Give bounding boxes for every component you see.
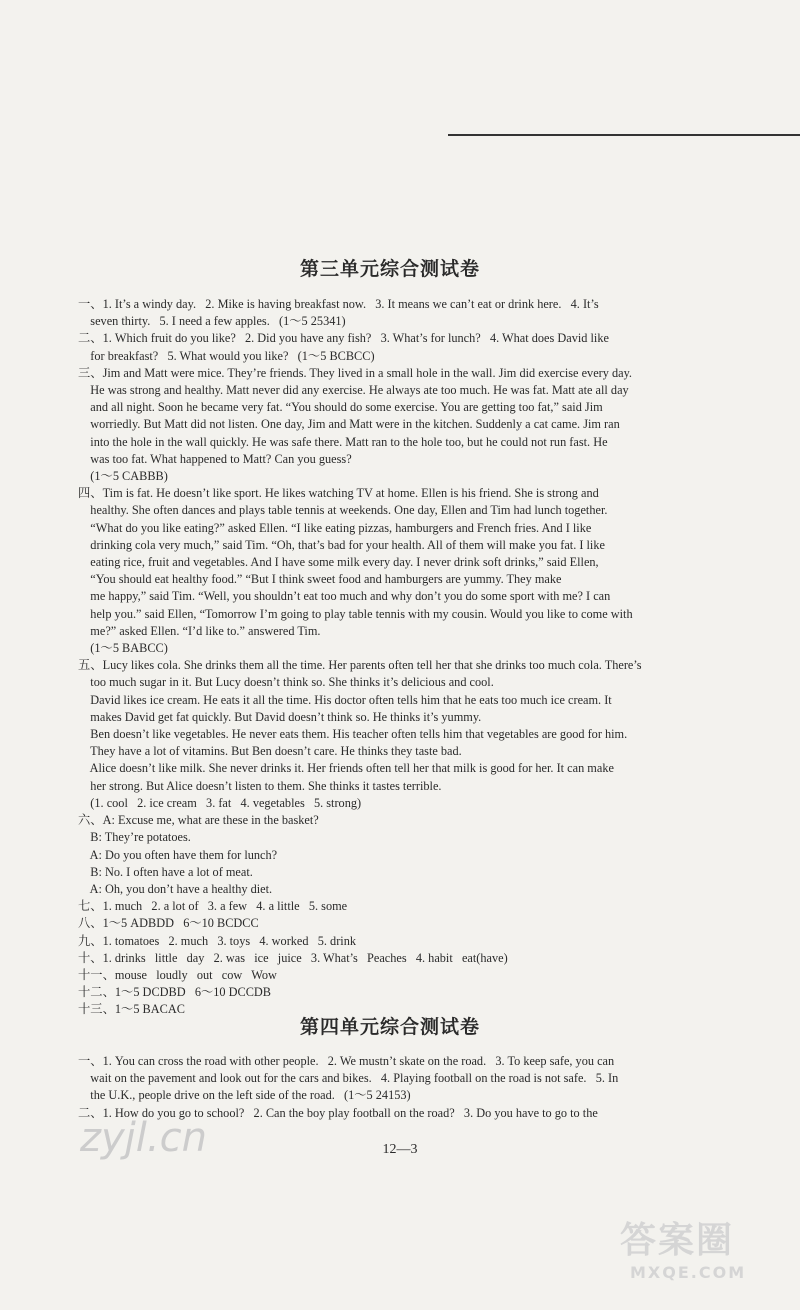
unit4-answers bbox=[78, 1053, 718, 1122]
unit3-answer-line: “What do you like eating?” asked Ellen. “I like eating pizzas, hamburgers and French fries. And I like bbox=[78, 520, 592, 535]
unit3-answer-line: (1～5 CABBB) bbox=[78, 469, 168, 484]
unit3-answer-line: seven thirty. 5. I need a few apples. (1～5 25341) bbox=[78, 314, 346, 329]
unit3-answer-line: healthy. She often dances and plays table tennis at weekends. One day, Ellen and Tim had lunch together. bbox=[78, 503, 608, 518]
unit3-answer-line: and all night. Soon he became very fat. “You should do some exercise. You are getting too fat,” said Jim bbox=[78, 400, 603, 415]
unit4-title: 第四单元综合测试卷 bbox=[299, 1017, 480, 1038]
unit3-answer-line: (1～5 BABCC) bbox=[78, 641, 168, 656]
unit3-answer-line: David likes ice cream. He eats it all the time. His doctor often tells him that he eats too much ice cream. It bbox=[78, 692, 612, 707]
handwritten-watermark: zyjl.cn bbox=[80, 1115, 207, 1161]
unit3-answer-line: 八、1～5 ADBDD 6～10 BCDCC bbox=[78, 916, 259, 931]
unit3-answer-line: 九、1. tomatoes 2. much 3. toys 4. worked 5. drink bbox=[78, 933, 357, 948]
unit3-answer-line: 一、1. It’s a windy day. 2. Mike is having breakfast now. 3. It means we can’t eat or drink here. 4. It’s bbox=[78, 297, 599, 311]
unit3-title: 第三单元综合测试卷 bbox=[299, 259, 480, 280]
unit3-answer-line: They have a lot of vitamins. But Ben doesn’t care. He thinks they taste bad. bbox=[78, 744, 462, 759]
unit3-answer-line: Alice doesn’t like milk. She never drinks it. Her friends often tell her that milk is good for her. It can make bbox=[78, 761, 614, 776]
unit3-answer-line: 五、Lucy likes cola. She drinks them all the time. Her parents often tell her that she drinks too much cola. There’s bbox=[78, 658, 642, 673]
unit3-answer-line: 七、1. much 2. a lot of 3. a few 4. a little 5. some bbox=[78, 899, 348, 914]
watermark-logo: 答案圈 MXQE.COM bbox=[620, 1220, 747, 1282]
unit3-answer-line: 十二、1～5 DCDBD 6～10 DCCDB bbox=[78, 985, 272, 1000]
unit3-answer-line: for breakfast? 5. What would you like? (1～5 BCBCC) bbox=[78, 348, 375, 363]
unit3-answer-line: 四、Tim is fat. He doesn’t like sport. He likes watching TV at home. Ellen is his friend. She is strong and bbox=[78, 486, 599, 501]
unit3-answer-line: (1. cool 2. ice cream 3. fat 4. vegetables 5. strong) bbox=[78, 795, 362, 810]
unit3-answer-line: A: Oh, you don’t have a healthy diet. bbox=[78, 881, 273, 896]
unit3-answer-line: Ben doesn’t like vegetables. He never eats them. His teacher often tells him that vegetables are good for him. bbox=[78, 727, 628, 742]
unit3-answer-line: help you.” said Ellen, “Tomorrow I’m going to play table tennis with my cousin. Would you like to come with bbox=[78, 606, 633, 621]
unit3-answer-line: was too fat. What happened to Matt? Can you guess? bbox=[78, 451, 352, 466]
unit3-answer-line: makes David get fat quickly. But David doesn’t think so. He thinks it’s yummy. bbox=[78, 709, 482, 724]
unit3-answer-line: 十三、1～5 BACAC bbox=[78, 1002, 185, 1017]
unit3-answer-line: 二、1. Which fruit do you like? 2. Did you have any fish? 3. What’s for lunch? 4. What does David like bbox=[78, 331, 609, 346]
unit3-answers bbox=[78, 296, 718, 1019]
unit4-answer-line: 一、1. You can cross the road with other people. 2. We mustn’t skate on the road. 3. To keep safe, you can bbox=[78, 1054, 615, 1068]
unit3-answer-line: eating rice, fruit and vegetables. And I have some milk every day. I never drink soft drinks,” said Ellen, bbox=[78, 555, 599, 570]
unit4-answer-line: wait on the pavement and look out for the cars and bikes. 4. Playing football on the road is not safe. 5. In bbox=[78, 1071, 619, 1086]
top-rule bbox=[448, 134, 800, 136]
unit3-answer-line: B: They’re potatoes. bbox=[78, 830, 191, 845]
unit3-answer-line: 六、A: Excuse me, what are these in the basket? bbox=[78, 813, 319, 828]
unit3-answer-line: into the hole in the wall quickly. He was safe there. Matt ran to the hole too, but he could not run fast. He bbox=[78, 434, 608, 449]
unit3-answer-line: 十、1. drinks little day 2. was ice juice 3. What’s Peaches 4. habit eat(have) bbox=[78, 950, 508, 965]
unit4-answer-line: the U.K., people drive on the left side of the road. (1～5 24153) bbox=[78, 1088, 411, 1103]
unit4-answer-line: 二、1. How do you go to school? 2. Can the boy play football on the road? 3. Do you have to go to the bbox=[78, 1105, 598, 1120]
unit3-answer-line: 三、Jim and Matt were mice. They’re friends. They lived in a small hole in the wall. Jim did exercise every day. bbox=[78, 365, 632, 380]
unit3-answer-line: B: No. I often have a lot of meat. bbox=[78, 864, 253, 879]
unit3-answer-line: too much sugar in it. But Lucy doesn’t think so. She thinks it’s delicious and cool. bbox=[78, 675, 494, 690]
unit3-answer-line: her strong. But Alice doesn’t listen to them. She thinks it tastes terrible. bbox=[78, 778, 442, 793]
page-number: 12—3 bbox=[382, 1142, 418, 1157]
unit3-answer-line: 十一、mouse loudly out cow Wow bbox=[78, 967, 277, 982]
unit3-answer-line: He was strong and healthy. Matt never did any exercise. He always ate too much. He was fat. Matt ate all day bbox=[78, 383, 629, 398]
unit3-answer-line: me?” asked Ellen. “I’d like to.” answered Tim. bbox=[78, 623, 321, 638]
unit3-answer-line: me happy,” said Tim. “Well, you shouldn’t eat too much and why don’t you do some sport with me? I can bbox=[78, 589, 611, 604]
unit3-answer-line: “You should eat healthy food.” “But I think sweet food and hamburgers are yummy. They make bbox=[78, 572, 562, 587]
unit3-answer-line: drinking cola very much,” said Tim. “Oh, that’s bad for your health. All of them will make you fat. I like bbox=[78, 537, 605, 552]
unit3-answer-line: worriedly. But Matt did not listen. One day, Jim and Matt were in the kitchen. Suddenly a cat came. Jim ran bbox=[78, 417, 620, 432]
unit3-answer-line: A: Do you often have them for lunch? bbox=[78, 847, 278, 862]
